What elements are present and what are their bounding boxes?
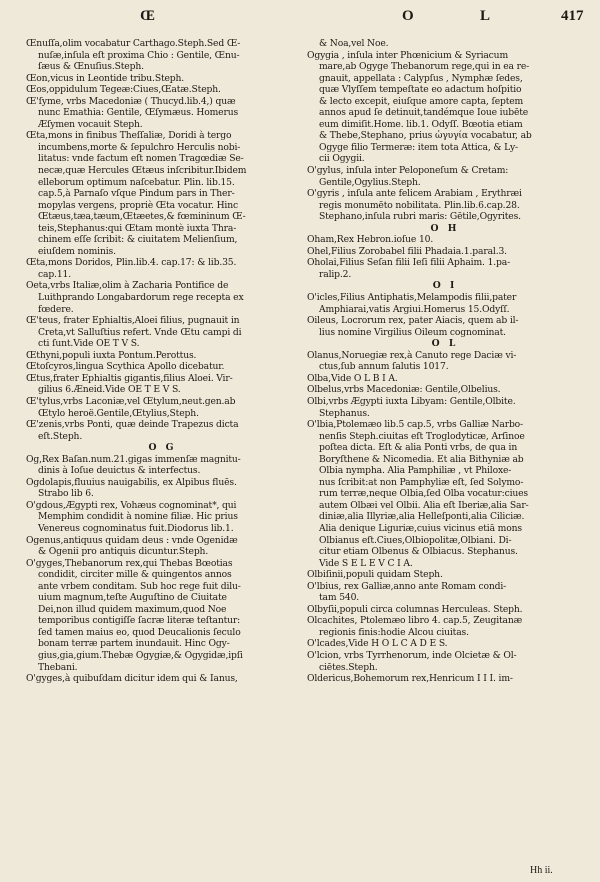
entry-line: Olanus,Noruegiæ rex,à Canuto rege Daciæ vi-	[307, 349, 517, 361]
entry-line: Œta,mons in finibus Theſſaliæ, Doridi à tergo	[26, 130, 232, 142]
entry-line: Gentile,Ogylius.Steph.	[319, 176, 421, 188]
section-heading: O H	[430, 222, 460, 234]
entry-line: Ogenus,antiquus quidam deus : vnde Ogenidæ	[26, 534, 238, 546]
entry-line: O'gdous,Ægypti rex, Vohæus cognominat*, qui	[26, 499, 237, 511]
entry-line: O'lcades,Vide H O L C A D E S.	[307, 638, 448, 650]
entry-line: nenſis Steph.ciuitas eſt Troglodyticæ, Arſinoe	[319, 430, 525, 442]
entry-line: Œtus,frater Ephialtis gigantis,filius Aloei. Vir-	[26, 372, 233, 384]
entry-line: Æſymen vocauit Steph.	[38, 118, 143, 130]
entry-line: bonam terræ partem inundauit. Hinc Ogy-	[38, 638, 230, 650]
entry-line: Luithprando Longabardorum rege recepta ex	[38, 292, 244, 304]
page-footer	[0, 856, 600, 876]
entry-line: annos apud ſe detinuit,tandémque Ioue iubēte	[319, 107, 529, 119]
entry-line: mare,ab Ogyge Thebanorum rege,qui in ea re-	[319, 61, 530, 73]
entry-line: Œos,oppidulum Tegeæ:Ciues,Œatæ.Steph.	[26, 84, 221, 96]
entry-line: teis,Stephanus:qui Œtam montè iuxta Thra-	[38, 222, 237, 234]
entry-line: nuſæ,inſula eſt proxima Chio : Gentile, Œnu-	[38, 49, 240, 61]
signature-mark: Hh ii.	[530, 865, 553, 876]
entry-line: Amphiarai,vatis Argiui.Homerus 15.Odyſſ.	[319, 303, 510, 315]
entry-line: Ogyge filio Termeræ: item tota Attica, & Ly-	[319, 141, 518, 153]
entry-line: Olbi,vrbs Ægypti iuxta Libyam: Gentile,Olbite.	[307, 395, 516, 407]
entry-line: poſtea dicta. Eſt & alia Ponti vrbs, de qua in	[319, 442, 518, 454]
entry-line: diniæ,alia Illyriæ,alia Helleſponti,alia Ciliciæ.	[319, 511, 525, 523]
entry-line: Vide S E L E V C I A.	[319, 557, 413, 569]
entry-line: ante vrbem conditam. Sub hoc rege fuit dilu-	[38, 580, 241, 592]
entry-line: cap.11.	[38, 268, 71, 280]
entry-line: Olbelus,vrbs Macedoniæ: Gentile,Olbelius.	[307, 384, 501, 396]
entry-line: nus ſcribit:at non Pamphyliæ eſt, ſed Solymo-	[319, 476, 524, 488]
entry-line: Olba,Vide O L B I A.	[307, 372, 398, 384]
entry-line: & Thebe,Stephano, prius ὠγυγία vocabatur, ab	[319, 130, 532, 142]
entry-line: O'gylus, inſula inter Peloponeſum & Cretam:	[307, 165, 509, 177]
entry-line: Oileus, Locrorum rex, pater Aiacis, quem ab il-	[307, 315, 519, 327]
entry-line: dinis à Ioſue deuictus & interfectus.	[38, 465, 201, 477]
entry-line: gnauit, appellata : Calypſus , Nymphæ ſedes,	[319, 72, 523, 84]
entry-line: Ogygia , inſula inter Phœnicium & Syriacum	[307, 49, 509, 61]
entry-line: cti ſunt.Vide OE T V S.	[38, 338, 140, 350]
header-letter-o: O	[402, 8, 414, 24]
entry-line: Œ'tylus,vrbs Laconiæ,vel Œtylum,neut.gen.ab	[26, 395, 236, 407]
entry-line: Olbiſinii,populi quidam Steph.	[307, 569, 443, 581]
entry-line: lius nomine Virgilius Oileum cognominat.	[319, 326, 506, 338]
entry-line: Venereus cognominatus fuit.Diodorus lib.1.	[38, 522, 234, 534]
entry-line: O'lbius, rex Galliæ,anno ante Romam condi-	[307, 580, 507, 592]
entry-line: necæ,quæ Hercules Œtæus inſcribitur.Ibidem	[38, 165, 247, 177]
entry-line: Stephanus.	[319, 407, 370, 419]
entry-line: elleborum optimum naſcebatur. Plin. lib.15.	[38, 176, 235, 188]
entry-line: O'gyris , inſula ante felicem Arabiam , Erythræi	[307, 188, 522, 200]
left-column	[26, 38, 299, 685]
entry-line: Œthyni,populi iuxta Pontum.Perottus.	[26, 349, 197, 361]
entry-line: Oholai,Filius Seſan filii Ieſi filii Aphaim. 1.pa-	[307, 257, 511, 269]
section-heading: O I	[432, 280, 458, 292]
entry-line: Memphim condidit à nomine filiæ. Hic prius	[38, 511, 238, 523]
entry-line: O'gyges,Thebanorum rex,qui Thebas Bœotias	[26, 557, 233, 569]
header-left-letters: Œ	[140, 8, 155, 24]
entry-line: chinem eſſe ſcribit: & ciuitatem Melienſium,	[38, 234, 238, 246]
entry-line: Olbyſii,populi circa columnas Herculeas. Steph.	[307, 603, 523, 615]
entry-line: O'gyges,à quibuſdam dicitur idem qui & Ianus,	[26, 673, 238, 685]
entry-line: Œ'ſyme, vrbs Macedoniæ ( Thucyd.lib.4,) quæ	[26, 95, 236, 107]
entry-line: & lecto excepit, eiuſque amore capta, ſeptem	[319, 95, 524, 107]
entry-line: Œ'zenis,vrbs Ponti, quæ deinde Trapezus dicta	[26, 419, 239, 431]
entry-line: Strabo lib 6.	[38, 488, 94, 500]
entry-line: Oham,Rex Hebron.ioſue 10.	[307, 234, 434, 246]
entry-line: Œtoſcyros,lingua Scythica Apollo dicebatur.	[26, 361, 225, 373]
entry-line: Œon,vicus in Leontide tribu.Steph.	[26, 72, 185, 84]
entry-line: Œtæus,tæa,tæum,Œtæetes,& fœmininum Œ-	[38, 211, 246, 223]
entry-line: & Noa,vel Noe.	[319, 38, 389, 49]
section-heading: O L	[431, 338, 459, 350]
entry-line: Olcachites, Ptolemæo libro 4. cap.5, Zeugitanæ	[307, 615, 523, 627]
entry-line: Œnuſſa,olim vocabatur Carthago.Steph.Sed Œ-	[26, 38, 241, 49]
entry-line: Olbia nympha. Alia Pamphiliæ , vt Philoxe-	[319, 465, 512, 477]
entry-line: ralip.2.	[319, 268, 352, 280]
entry-line: O'lbia,Ptolemæo lib.5 cap.5, vrbs Galliæ Narbo-	[307, 419, 524, 431]
entry-line: Thebani.	[38, 661, 78, 673]
entry-line: Œ'teus, frater Ephialtis,Aloei filius, pugnauit in	[26, 315, 240, 327]
entry-line: O'lcion, vrbs Tyrrhenorum, inde Olcietæ & Ol-	[307, 649, 517, 661]
entry-line: temporibus contigiſſe ſacræ literæ teſtantur:	[38, 615, 241, 627]
entry-line: Dei,non illud quidem maximum,quod Noe	[38, 603, 227, 615]
entry-line: Alia denique Liguriæ,cuius vicinus etiā mons	[319, 522, 522, 534]
entry-line: quæ Vlyſſem tempeſtate eo adactum hoſpitio	[319, 84, 522, 96]
page-number: 417	[561, 8, 584, 24]
entry-line: autem Olbæi vel Olbii. Alia eſt Iberiæ,alia Sar-	[319, 499, 529, 511]
entry-line: rum terræ,neque Olbia,ſed Olba vocatur:ciues	[319, 488, 528, 500]
entry-line: tam 540.	[319, 592, 360, 604]
entry-line: Oeta,vrbs Italiæ,olim à Zacharia Pontifice de	[26, 280, 229, 292]
entry-line: fœdere.	[38, 303, 74, 315]
entry-line: Boryſthene & Nicomedia. Et alia Bithyniæ ab	[319, 453, 524, 465]
entry-line: condidit, circiter mille & quingentos annos	[38, 569, 232, 581]
entry-line: incumbens,morte & ſepulchro Herculis nobi-	[38, 141, 241, 153]
entry-line: litatus: vnde factum eſt nomen Tragœdiæ Se-	[38, 153, 244, 165]
section-heading: O G	[148, 442, 177, 454]
entry-line: Olbianus eſt.Ciues,Olbiopolitæ,Olbiani. Di-	[319, 534, 512, 546]
entry-line: Œta,mons Doridos, Plin.lib.4. cap.17: & lib.35.	[26, 257, 237, 269]
entry-line: uium magnum,teſte Auguſtino de Ciuitate	[38, 592, 227, 604]
entry-line: Ogdolapis,fluuius nauigabilis, ex Alpibus fluēs.	[26, 476, 237, 488]
entry-line: citur etiam Olbenus & Olbiacus. Stephanus.	[319, 546, 518, 558]
entry-line: Œtylo heroë.Gentile,Œtylius,Steph.	[38, 407, 199, 419]
entry-line: regis monumēto nobilitata. Plin.lib.6.cap.28.	[319, 199, 520, 211]
entry-line: eſt.Steph.	[38, 430, 83, 442]
entry-line: cap.5,à Parnaſo vſque Pindum pars in Ther-	[38, 188, 235, 200]
entry-line: gius,gia,gium.Thebæ Ogygiæ,& Ogygidæ,ipſi	[38, 649, 243, 661]
entry-line: Oldericus,Bohemorum rex,Henricum I I I. im-	[307, 673, 513, 685]
entry-line: mopylas vergens, propriè Œta vocatur. Hinc	[38, 199, 238, 211]
entry-line: cii Ogygii.	[319, 153, 365, 165]
entry-line: Og,Rex Baſan.num.21.gigas immenſæ magnitu-	[26, 453, 241, 465]
entry-line: regionis finis:hodie Alcou ciuitas.	[319, 626, 469, 638]
entry-line: eum dimiſit.Home. lib.1. Odyſſ. Bœotia etiam	[319, 118, 523, 130]
running-header	[0, 8, 600, 30]
entry-line: ſed tamen maius eo, quod Deucalionis ſeculo	[38, 626, 241, 638]
entry-line: ſæus & Œnuſius.Steph.	[38, 61, 144, 73]
right-column	[307, 38, 583, 685]
entry-line: Creta,vt Salluſtius refert. Vnde Œtu campi di	[38, 326, 242, 338]
entry-line: Ohel,Filius Zorobabel filii Phadaia.1.paral.3.	[307, 245, 507, 257]
entry-line: Stephano,inſula rubri maris: Gētile,Ogyrites.	[319, 211, 521, 223]
entry-line: & Ogenii pro antiquis dicuntur.Steph.	[38, 546, 209, 558]
entry-line: gilius 6.Æneid.Vide OE T E V S.	[38, 384, 181, 396]
entry-line: ctus,ſub annum ſalutis 1017.	[319, 361, 449, 373]
entry-line: eiuſdem nominis.	[38, 245, 116, 257]
entry-line: ciētes.Steph.	[319, 661, 378, 673]
entry-line: nunc Emathia: Gentile, Œſymæus. Homerus	[38, 107, 239, 119]
entry-line: O'icles,Filius Antiphatis,Melampodis filii,pater	[307, 292, 517, 304]
header-letter-l: L	[480, 8, 491, 24]
